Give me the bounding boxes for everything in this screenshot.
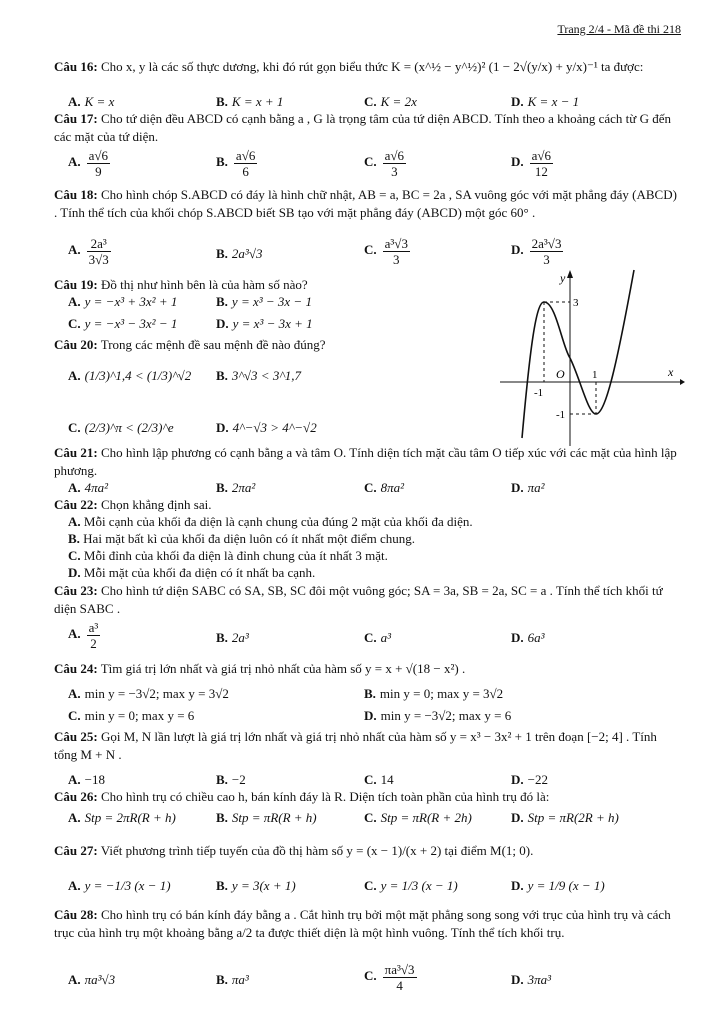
question-19-text: Đồ thị như hình bên là của hàm số nào? (100, 277, 308, 292)
question-28-text: Cho hình trụ có bán kính đáy bằng a . Cắt hình trụ bởi một mặt phẳng song song với trục của hình trụ và cách trục của hình trụ một khoảng bằng a/2 ta được thiết diện là một hình vuông. Tính thể tích khối trụ. (54, 907, 671, 940)
q17-option-d[interactable]: $\frac{a√6}{12}$ (531, 148, 552, 179)
q19-option-d[interactable]: y = x³ − 3x + 1 (232, 316, 313, 331)
q25-option-d[interactable]: −22 (527, 772, 548, 787)
question-23-text: Cho hình tứ diện SABC có SA, SB, SC đôi một vuông góc; SA = 3a, SB = 2a, SC = a . Tính thể tích khối tứ diện SABC . (54, 583, 663, 616)
q23-option-a[interactable]: $\frac{\text{a³}}{2}$ (88, 620, 99, 651)
q17-option-a[interactable]: $\frac{a√6}{9}$ (88, 148, 109, 179)
graph-origin: O (556, 367, 565, 381)
q21-option-b[interactable]: 2πa² (231, 480, 256, 495)
q27-option-d[interactable]: y = 1/9 (x − 1) (527, 878, 605, 893)
question-17: Câu 17: Cho tứ diện đều ABCD có cạnh bằng a , G là trọng tâm của tứ diện ABCD. Tính theo a khoảng cách từ G đến các mặt của tứ diện. (54, 111, 671, 144)
page-header: Trang 2/4 - Mã đề thi 218 (557, 22, 681, 36)
question-16: Câu 16: Cho x, y là các số thực dương, khi đó rút gọn biểu thức K = (x^½ − y^½)² (1 − 2√(y/x) + y/x)⁻¹ ta được: (54, 59, 644, 74)
question-26: Câu 26: Cho hình trụ có chiều cao h, bán kính đáy là R. Diện tích toàn phần của hình trụ đó là: (54, 789, 550, 804)
q17-option-b[interactable]: $\frac{a√6}{6}$ (235, 148, 256, 179)
q21-option-d[interactable]: πa² (527, 480, 545, 495)
question-21: Câu 21: Cho hình lập phương có cạnh bằng a và tâm O. Tính diện tích mặt cầu tâm O tiếp xúc với các mặt của hình lập phương. (54, 445, 677, 478)
q28-option-c[interactable]: $\frac{\text{πa³√3}}{4}$ (384, 962, 415, 993)
q16-option-b[interactable]: K = x + 1 (231, 94, 284, 109)
q28-option-a[interactable]: πa³√3 (84, 972, 116, 987)
q26-option-a[interactable]: Stp = 2πR(R + h) (84, 810, 176, 825)
q17-option-c[interactable]: $\frac{a√6}{3}$ (384, 148, 405, 179)
q19-option-c[interactable]: y = −x³ − 3x² − 1 (84, 316, 178, 331)
q18-option-c[interactable]: $\frac{\text{a³√3}}{3}$ (384, 236, 408, 267)
q26-option-d[interactable]: Stp = πR(2R + h) (527, 810, 619, 825)
q23-option-c[interactable]: a³ (380, 630, 392, 645)
q22-option-c[interactable]: C. Mỗi đỉnh của khối đa diện là đỉnh chung của ít nhất 3 mặt. (68, 548, 388, 563)
graph-y-label: y (560, 271, 566, 285)
question-27: Câu 27: Viết phương trình tiếp tuyến của đồ thị hàm số y = (x − 1)/(x + 2) tại điểm M(1; 0). (54, 843, 534, 858)
q25-option-c[interactable]: 14 (380, 772, 394, 787)
q20-option-a[interactable]: (1/3)^1,4 < (1/3)^√2 (84, 368, 192, 383)
q25-option-b[interactable]: −2 (231, 772, 246, 787)
q25-option-a[interactable]: −18 (84, 772, 105, 787)
q23-option-d[interactable]: 6a³ (527, 630, 545, 645)
q18-option-a[interactable]: $\frac{\text{2a³}}{3√3}$ (88, 236, 109, 267)
q16-option-c[interactable]: K = 2x (380, 94, 417, 109)
question-22-text: Chọn khẳng định sai. (100, 497, 212, 512)
q20-option-c[interactable]: (2/3)^π < (2/3)^e (84, 420, 174, 435)
question-18-text: Cho hình chóp S.ABCD có đáy là hình chữ nhật, AB = a, BC = 2a , SA vuông góc với mặt phẳng đáy (ABCD) . Tính thể tích của khối chóp S.ABCD biết SB tạo với mặt phẳng đáy (ABCD) một góc 60° . (54, 187, 677, 220)
q16-option-a[interactable]: K = x (84, 94, 115, 109)
q24-option-d[interactable]: min y = −3√2; max y = 6 (380, 708, 512, 723)
question-26-text: Cho hình trụ có chiều cao h, bán kính đáy là R. Diện tích toàn phần của hình trụ đó là: (100, 789, 550, 804)
q18-option-b[interactable]: 2a³√3 (231, 246, 263, 261)
question-24: Câu 24: Tìm giá trị lớn nhất và giá trị nhỏ nhất của hàm số y = x + √(18 − x²) . (54, 661, 466, 676)
question-22: Câu 22: Chọn khẳng định sai. (54, 497, 212, 512)
graph-tick-1: 1 (592, 369, 598, 381)
question-20-text: Trong các mệnh đề sau mệnh đề nào đúng? (100, 337, 326, 352)
q20-option-d[interactable]: 4^−√3 > 4^−√2 (232, 420, 317, 435)
graph-tick-m1x: -1 (534, 387, 544, 399)
question-21-text: Cho hình lập phương có cạnh bằng a và tâm O. Tính diện tích mặt cầu tâm O tiếp xúc với các mặt của hình lập phương. (54, 445, 677, 478)
q22-option-d[interactable]: D. Mỗi mặt của khối đa diện có ít nhất ba cạnh. (68, 565, 316, 580)
question-19: Câu 19: Đồ thị như hình bên là của hàm số nào? (54, 277, 308, 292)
q28-option-b[interactable]: πa³ (231, 972, 249, 987)
q19-option-a[interactable]: y = −x³ + 3x² + 1 (84, 294, 178, 309)
graph-x-label: x (668, 365, 674, 379)
question-20: Câu 20: Trong các mệnh đề sau mệnh đề nào đúng? (54, 337, 326, 352)
q26-option-b[interactable]: Stp = πR(R + h) (231, 810, 317, 825)
graph-tick-3: 3 (573, 297, 579, 309)
q22-option-a[interactable]: A. Mỗi cạnh của khối đa diện là cạnh chung của đúng 2 mặt của khối đa diện. (68, 514, 473, 529)
q27-option-b[interactable]: y = 3(x + 1) (231, 878, 296, 893)
cubic-curve (522, 270, 634, 438)
x-axis-arrow (680, 379, 685, 385)
q21-option-c[interactable]: 8πa² (380, 480, 405, 495)
function-graph (500, 268, 685, 446)
q19-option-b[interactable]: y = x³ − 3x − 1 (231, 294, 312, 309)
question-24-text: Tìm giá trị lớn nhất và giá trị nhỏ nhất của hàm số y = x + √(18 − x²) . (100, 661, 466, 676)
q20-option-b[interactable]: 3^√3 < 3^1,7 (231, 368, 302, 383)
question-18: Câu 18: Cho hình chóp S.ABCD có đáy là hình chữ nhật, AB = a, BC = 2a , SA vuông góc với mặt phẳng đáy (ABCD) . Tính thể tích của khối chóp S.ABCD biết SB tạo với mặt phẳng đáy (ABCD) một góc 60° . (54, 187, 677, 220)
q28-option-d[interactable]: 3πa³ (527, 972, 552, 987)
exam-page: Trang 2/4 - Mã đề thi 218 Câu 16: Cho x, y là các số thực dương, khi đó rút gọn biểu thức K = (x^½ − y^½)² (1 − 2√(y/x) + y/x)⁻¹ ta được: A. K = x B. K = x + 1 C. K = 2x D. K = x − 1 Câu 17: Cho tứ diện đều ABCD có cạnh bằng a , G là trọng tâm của tứ diện ABCD. Tính theo a khoảng cách từ G đến các mặt của tứ diện. A. $\frac{a√6}{9}$ B. $\frac{a√6}{6}$ C. $\frac{a√6}{3}$ D. $\frac{a√6}{12}$ Câu 18: Cho hình chóp S.ABCD có đáy là hình chữ nhật, AB = a, BC = 2a , SA vuông góc với mặt phẳng đáy (ABCD) . Tính thể tích của khối chóp S.ABCD biết SB tạo với mặt phẳng đáy (ABCD) một góc 60° . A. $\frac{\text{2a³}}{3√3}$ B. 2a³√3 C. $\frac{\text{a³√3}}{3}$ D. $\frac{\text{2a³√3}}{3}$ Câu 19: Đồ thị như hình bên là của hàm số nào? A. y = −x³ + 3x² + 1 B. y = x³ − 3x − 1 C. y = −x³ − 3x² − 1 D. y = x³ − 3x + 1 Câu 20: Trong các mệnh đề sau mệnh đề nào đúng? A. (1/3)^1,4 < (1/3)^√2 B. 3^√3 < 3^1,7 C. (2/3)^π < (2/3)^e D. 4^−√3 > 4^−√2 y x O 3 1 -1 -1 Câu 21: Cho hình lập phương có cạnh bằng a và tâm O. Tính diện tích mặt cầu tâm O tiếp xúc với các mặt của hình lập phương. A. 4πa² B. 2πa² C. 8πa² D. πa² Câu 22: Chọn khẳng định sai. A. Mỗi cạnh của khối đa diện là cạnh chung của đúng 2 mặt của khối đa diện. B. Hai mặt bất kì của khối đa diện luôn có ít nhất một điểm chung. C. Mỗi đỉnh của khối đa diện là đỉnh chung của ít nhất 3 mặt. D. Mỗi mặt của khối đa diện có ít nhất ba cạnh. Câu 23: Cho hình tứ diện SABC có SA, SB, SC đôi một vuông góc; SA = 3a, SB = 2a, SC = a . Tính thể tích khối tứ diện SABC . A. $\frac{\text{a³}}{2}$ B. 2a³ C. a³ D. 6a³ Câu 24: Tìm giá trị lớn nhất và giá trị nhỏ nhất của hàm số y = x + √(18 − x²) . A. min y = −3√2; max y = 3√2 B. min y = 0; max y = 3√2 C. min y = 0; max y = 6 D. min y = −3√2; max y = 6 Câu 25: Gọi M, N lần lượt là giá trị lớn nhất và giá trị nhỏ nhất của hàm số y = x³ − 3x² + 1 trên đoạn [−2; 4] . Tính tổng M + N . A. −18 B. −2 C. 14 D. −22 Câu 26: Cho hình trụ có chiều cao h, bán kính đáy là R. Diện tích toàn phần của hình trụ đó là: A. Stp = 2πR(R + h) B. Stp = πR(R + h) C. Stp = πR(R + 2h) D. Stp = πR(2R + h) Câu 27: Viết phương trình tiếp tuyến của đồ thị hàm số y = (x − 1)/(x + 2) tại điểm M(1; 0). A. y = −1/3 (x − 1) B. y = 3(x + 1) C. y = 1/3 (x − 1) D. y = 1/9 (x − 1) Câu 28: Cho hình trụ có bán kính đáy bằng a . Cắt hình trụ bởi một mặt phẳng song song với trục của hình trụ và cách trục của hình trụ một khoảng bằng a/2 ta được thiết diện là một hình vuông. Tính thể tích khối trụ. A. πa³√3 B. πa³ C. $\frac{\text{πa³√3}}{4}$ D. 3πa³ (0, 0, 725, 1024)
q26-option-c[interactable]: Stp = πR(R + 2h) (380, 810, 472, 825)
question-25-text: Gọi M, N lần lượt là giá trị lớn nhất và giá trị nhỏ nhất của hàm số y = x³ − 3x² + 1 trên đoạn [−2; 4] . Tính tổng M + N . (54, 729, 657, 762)
question-25: Câu 25: Gọi M, N lần lượt là giá trị lớn nhất và giá trị nhỏ nhất của hàm số y = x³ − 3x² + 1 trên đoạn [−2; 4] . Tính tổng M + N . (54, 729, 657, 762)
question-28: Câu 28: Cho hình trụ có bán kính đáy bằng a . Cắt hình trụ bởi một mặt phẳng song song với trục của hình trụ và cách trục của hình trụ một khoảng bằng a/2 ta được thiết diện là một hình vuông. Tính thể tích khối trụ. (54, 907, 671, 940)
q27-option-c[interactable]: y = 1/3 (x − 1) (380, 878, 458, 893)
question-16-text: Cho x, y là các số thực dương, khi đó rút gọn biểu thức K = (x^½ − y^½)² (1 − 2√(y/x) + y/x)⁻¹ ta được: (100, 59, 644, 74)
q23-option-b[interactable]: 2a³ (231, 630, 249, 645)
q21-option-a[interactable]: 4πa² (84, 480, 109, 495)
q27-option-a[interactable]: y = −1/3 (x − 1) (84, 878, 171, 893)
y-axis-arrow (567, 270, 573, 278)
q24-option-a[interactable]: min y = −3√2; max y = 3√2 (84, 686, 229, 701)
q24-option-c[interactable]: min y = 0; max y = 6 (84, 708, 195, 723)
question-23: Câu 23: Cho hình tứ diện SABC có SA, SB, SC đôi một vuông góc; SA = 3a, SB = 2a, SC = a . Tính thể tích khối tứ diện SABC . (54, 583, 663, 616)
q16-option-d[interactable]: K = x − 1 (527, 94, 580, 109)
graph-tick-m1y: -1 (556, 409, 566, 421)
question-27-text: Viết phương trình tiếp tuyến của đồ thị hàm số y = (x − 1)/(x + 2) tại điểm M(1; 0). (100, 843, 534, 858)
q22-option-b[interactable]: B. Hai mặt bất kì của khối đa diện luôn có ít nhất một điểm chung. (68, 531, 415, 546)
q18-option-d[interactable]: $\frac{\text{2a³√3}}{3}$ (531, 236, 562, 267)
question-17-text: Cho tứ diện đều ABCD có cạnh bằng a , G là trọng tâm của tứ diện ABCD. Tính theo a khoảng cách từ G đến các mặt của tứ diện. (54, 111, 671, 144)
q24-option-b[interactable]: min y = 0; max y = 3√2 (379, 686, 504, 701)
